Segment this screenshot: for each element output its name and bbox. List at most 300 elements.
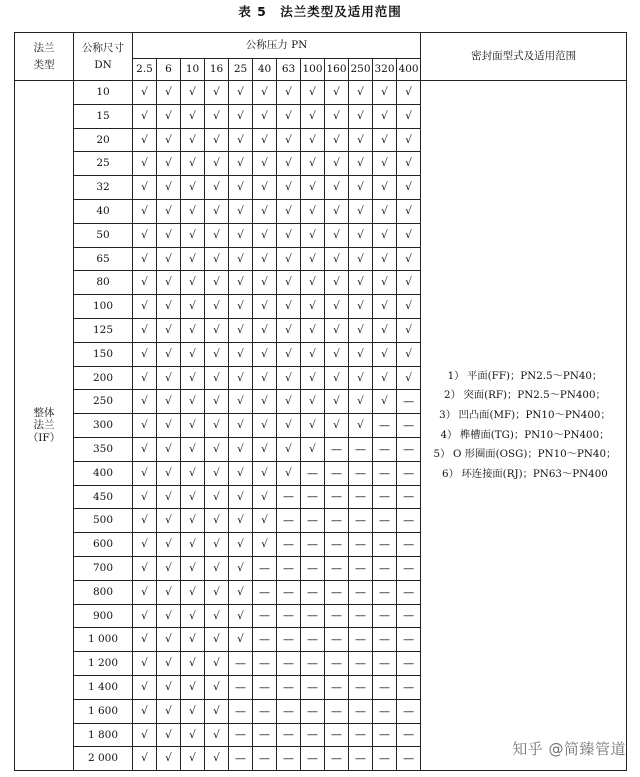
- applicable-mark: √: [181, 580, 205, 604]
- dn-cell: 32: [74, 176, 133, 200]
- applicable-mark: √: [253, 461, 277, 485]
- applicable-mark: √: [229, 509, 253, 533]
- applicable-mark: √: [253, 318, 277, 342]
- applicable-mark: √: [181, 723, 205, 747]
- applicable-mark: √: [229, 628, 253, 652]
- dn-cell: 2 000: [74, 747, 133, 771]
- applicable-mark: √: [253, 485, 277, 509]
- applicable-mark: √: [133, 580, 157, 604]
- dn-cell: 800: [74, 580, 133, 604]
- applicable-mark: √: [301, 128, 325, 152]
- applicable-mark: √: [181, 318, 205, 342]
- not-applicable-mark: —: [229, 675, 253, 699]
- applicable-mark: √: [157, 675, 181, 699]
- dn-cell: 250: [74, 390, 133, 414]
- applicable-mark: √: [373, 81, 397, 105]
- seal-item-number: 4）: [440, 428, 458, 441]
- not-applicable-mark: —: [397, 461, 421, 485]
- applicable-mark: √: [157, 223, 181, 247]
- applicable-mark: √: [157, 318, 181, 342]
- applicable-mark: √: [157, 556, 181, 580]
- applicable-mark: √: [205, 461, 229, 485]
- applicable-mark: √: [205, 485, 229, 509]
- applicable-mark: √: [205, 604, 229, 628]
- applicable-mark: √: [133, 342, 157, 366]
- table-row: [15, 81, 627, 105]
- applicable-mark: √: [301, 342, 325, 366]
- dn-cell: 1 400: [74, 675, 133, 699]
- pn-header-cell: 25: [229, 59, 253, 81]
- applicable-mark: √: [373, 366, 397, 390]
- not-applicable-mark: —: [253, 723, 277, 747]
- seal-item: [421, 386, 626, 406]
- applicable-mark: √: [253, 152, 277, 176]
- applicable-mark: √: [373, 104, 397, 128]
- not-applicable-mark: —: [301, 699, 325, 723]
- applicable-mark: √: [133, 675, 157, 699]
- seal-item-text: 突面(RF)；PN2.5～PN400；: [463, 389, 606, 402]
- applicable-mark: √: [325, 223, 349, 247]
- applicable-mark: √: [205, 295, 229, 319]
- not-applicable-mark: —: [325, 628, 349, 652]
- applicable-mark: √: [373, 271, 397, 295]
- not-applicable-mark: —: [253, 604, 277, 628]
- applicable-mark: √: [205, 128, 229, 152]
- applicable-mark: √: [253, 533, 277, 557]
- applicable-mark: √: [349, 199, 373, 223]
- not-applicable-mark: —: [277, 747, 301, 771]
- applicable-mark: √: [373, 223, 397, 247]
- applicable-mark: √: [133, 604, 157, 628]
- applicable-mark: √: [133, 485, 157, 509]
- not-applicable-mark: —: [277, 699, 301, 723]
- applicable-mark: √: [181, 533, 205, 557]
- not-applicable-mark: —: [301, 485, 325, 509]
- applicable-mark: √: [373, 295, 397, 319]
- applicable-mark: √: [325, 247, 349, 271]
- not-applicable-mark: —: [349, 509, 373, 533]
- applicable-mark: √: [397, 152, 421, 176]
- not-applicable-mark: —: [349, 628, 373, 652]
- applicable-mark: √: [133, 199, 157, 223]
- applicable-mark: √: [349, 295, 373, 319]
- not-applicable-mark: —: [325, 437, 349, 461]
- applicable-mark: √: [301, 318, 325, 342]
- applicable-mark: √: [301, 437, 325, 461]
- dn-cell: 10: [74, 81, 133, 105]
- applicable-mark: √: [229, 128, 253, 152]
- seal-item: [421, 426, 626, 446]
- not-applicable-mark: —: [373, 533, 397, 557]
- applicable-mark: √: [301, 176, 325, 200]
- not-applicable-mark: —: [397, 604, 421, 628]
- not-applicable-mark: —: [229, 723, 253, 747]
- applicable-mark: √: [301, 414, 325, 438]
- dn-cell: 50: [74, 223, 133, 247]
- applicable-mark: √: [133, 461, 157, 485]
- applicable-mark: √: [181, 295, 205, 319]
- applicable-mark: √: [133, 723, 157, 747]
- header-dn-text: 公称尺寸 DN: [82, 42, 124, 71]
- header-flange-type-text: 法兰 类型: [33, 42, 55, 71]
- applicable-mark: √: [205, 176, 229, 200]
- not-applicable-mark: —: [373, 604, 397, 628]
- applicable-mark: √: [157, 247, 181, 271]
- applicable-mark: √: [205, 747, 229, 771]
- not-applicable-mark: —: [349, 485, 373, 509]
- applicable-mark: √: [229, 271, 253, 295]
- applicable-mark: √: [277, 104, 301, 128]
- applicable-mark: √: [373, 318, 397, 342]
- flange-type-cell: [15, 81, 74, 771]
- dn-cell: 15: [74, 104, 133, 128]
- not-applicable-mark: —: [325, 675, 349, 699]
- applicable-mark: √: [157, 485, 181, 509]
- seal-item: [421, 367, 626, 387]
- applicable-mark: √: [157, 604, 181, 628]
- header-seal: 密封面型式及适用范围: [421, 33, 627, 81]
- applicable-mark: √: [157, 414, 181, 438]
- applicable-mark: √: [229, 533, 253, 557]
- applicable-mark: √: [133, 652, 157, 676]
- applicable-mark: √: [229, 580, 253, 604]
- dn-cell: 100: [74, 295, 133, 319]
- applicable-mark: √: [181, 747, 205, 771]
- not-applicable-mark: —: [397, 556, 421, 580]
- applicable-mark: √: [157, 176, 181, 200]
- applicable-mark: √: [133, 628, 157, 652]
- table-caption: 表 5 法兰类型及适用范围: [238, 4, 402, 19]
- applicable-mark: √: [253, 437, 277, 461]
- not-applicable-mark: —: [325, 556, 349, 580]
- applicable-mark: √: [301, 199, 325, 223]
- applicable-mark: √: [133, 81, 157, 105]
- applicable-mark: √: [253, 128, 277, 152]
- applicable-mark: √: [157, 199, 181, 223]
- seal-item: [421, 406, 626, 426]
- not-applicable-mark: —: [301, 461, 325, 485]
- applicable-mark: √: [157, 81, 181, 105]
- applicable-mark: √: [181, 485, 205, 509]
- not-applicable-mark: —: [397, 747, 421, 771]
- not-applicable-mark: —: [301, 675, 325, 699]
- applicable-mark: √: [253, 104, 277, 128]
- applicable-mark: √: [181, 104, 205, 128]
- applicable-mark: √: [397, 247, 421, 271]
- applicable-mark: √: [277, 128, 301, 152]
- applicable-mark: √: [349, 318, 373, 342]
- not-applicable-mark: —: [373, 461, 397, 485]
- applicable-mark: √: [205, 342, 229, 366]
- seal-item-number: 5）: [433, 448, 451, 461]
- not-applicable-mark: —: [277, 675, 301, 699]
- pn-header-cell: 400: [397, 59, 421, 81]
- not-applicable-mark: —: [397, 533, 421, 557]
- applicable-mark: √: [229, 556, 253, 580]
- applicable-mark: √: [157, 152, 181, 176]
- applicable-mark: √: [133, 366, 157, 390]
- not-applicable-mark: —: [397, 390, 421, 414]
- applicable-mark: √: [229, 437, 253, 461]
- applicable-mark: √: [157, 342, 181, 366]
- applicable-mark: √: [229, 104, 253, 128]
- applicable-mark: √: [133, 152, 157, 176]
- not-applicable-mark: —: [397, 652, 421, 676]
- applicable-mark: √: [181, 652, 205, 676]
- not-applicable-mark: —: [325, 723, 349, 747]
- applicable-mark: √: [133, 247, 157, 271]
- dn-cell: 500: [74, 509, 133, 533]
- applicable-mark: √: [277, 318, 301, 342]
- seal-item-number: 2）: [444, 389, 461, 402]
- applicable-mark: √: [205, 81, 229, 105]
- dn-cell: 450: [74, 485, 133, 509]
- applicable-mark: √: [277, 152, 301, 176]
- applicable-mark: √: [205, 104, 229, 128]
- applicable-mark: √: [397, 128, 421, 152]
- not-applicable-mark: —: [397, 675, 421, 699]
- applicable-mark: √: [181, 152, 205, 176]
- applicable-mark: √: [205, 247, 229, 271]
- applicable-mark: √: [157, 461, 181, 485]
- not-applicable-mark: —: [229, 747, 253, 771]
- pn-header-cell: 250: [349, 59, 373, 81]
- not-applicable-mark: —: [373, 580, 397, 604]
- seal-item-number: 3）: [439, 408, 456, 421]
- applicable-mark: √: [133, 699, 157, 723]
- dn-cell: 40: [74, 199, 133, 223]
- pn-header-cell: 2.5: [133, 59, 157, 81]
- applicable-mark: √: [133, 295, 157, 319]
- not-applicable-mark: —: [253, 699, 277, 723]
- applicable-mark: √: [205, 390, 229, 414]
- applicable-mark: √: [157, 390, 181, 414]
- dn-cell: 700: [74, 556, 133, 580]
- applicable-mark: √: [349, 414, 373, 438]
- applicable-mark: √: [277, 342, 301, 366]
- applicable-mark: √: [349, 390, 373, 414]
- applicable-mark: √: [229, 176, 253, 200]
- applicable-mark: √: [397, 366, 421, 390]
- applicable-mark: √: [133, 556, 157, 580]
- not-applicable-mark: —: [277, 556, 301, 580]
- applicable-mark: √: [157, 366, 181, 390]
- not-applicable-mark: —: [349, 533, 373, 557]
- applicable-mark: √: [157, 533, 181, 557]
- not-applicable-mark: —: [325, 485, 349, 509]
- not-applicable-mark: —: [373, 723, 397, 747]
- applicable-mark: √: [205, 580, 229, 604]
- not-applicable-mark: —: [373, 747, 397, 771]
- not-applicable-mark: —: [373, 509, 397, 533]
- not-applicable-mark: —: [397, 509, 421, 533]
- not-applicable-mark: —: [301, 556, 325, 580]
- applicable-mark: √: [205, 199, 229, 223]
- pn-header-cell: 63: [277, 59, 301, 81]
- not-applicable-mark: —: [373, 414, 397, 438]
- applicable-mark: √: [181, 699, 205, 723]
- applicable-mark: √: [205, 723, 229, 747]
- not-applicable-mark: —: [373, 628, 397, 652]
- applicable-mark: √: [133, 271, 157, 295]
- applicable-mark: √: [373, 152, 397, 176]
- not-applicable-mark: —: [373, 556, 397, 580]
- applicable-mark: √: [349, 366, 373, 390]
- not-applicable-mark: —: [301, 533, 325, 557]
- not-applicable-mark: —: [253, 628, 277, 652]
- not-applicable-mark: —: [301, 604, 325, 628]
- dn-cell: 1 800: [74, 723, 133, 747]
- applicable-mark: √: [277, 223, 301, 247]
- applicable-mark: √: [205, 366, 229, 390]
- applicable-mark: √: [325, 295, 349, 319]
- dn-cell: 1 000: [74, 628, 133, 652]
- dn-cell: 20: [74, 128, 133, 152]
- applicable-mark: √: [253, 176, 277, 200]
- not-applicable-mark: —: [349, 723, 373, 747]
- applicable-mark: √: [349, 271, 373, 295]
- not-applicable-mark: —: [349, 604, 373, 628]
- not-applicable-mark: —: [301, 580, 325, 604]
- not-applicable-mark: —: [277, 533, 301, 557]
- applicable-mark: √: [205, 414, 229, 438]
- dn-cell: 350: [74, 437, 133, 461]
- applicable-mark: √: [253, 509, 277, 533]
- not-applicable-mark: —: [301, 747, 325, 771]
- applicable-mark: √: [325, 199, 349, 223]
- seal-item-text: O 形圈面(OSG)；PN10～PN40；: [452, 448, 617, 461]
- not-applicable-mark: —: [397, 485, 421, 509]
- applicable-mark: √: [253, 295, 277, 319]
- not-applicable-mark: —: [301, 723, 325, 747]
- applicable-mark: √: [253, 390, 277, 414]
- dn-cell: 1 600: [74, 699, 133, 723]
- not-applicable-mark: —: [325, 747, 349, 771]
- applicable-mark: √: [277, 414, 301, 438]
- header-pn-group: 公称压力 PN: [133, 33, 421, 59]
- applicable-mark: √: [229, 318, 253, 342]
- not-applicable-mark: —: [277, 604, 301, 628]
- applicable-mark: √: [397, 104, 421, 128]
- applicable-mark: √: [325, 390, 349, 414]
- applicable-mark: √: [181, 128, 205, 152]
- applicable-mark: √: [277, 461, 301, 485]
- applicable-mark: √: [133, 414, 157, 438]
- applicable-mark: √: [253, 81, 277, 105]
- applicable-mark: √: [181, 437, 205, 461]
- seal-item-number: 1）: [447, 369, 465, 382]
- not-applicable-mark: —: [253, 747, 277, 771]
- applicable-mark: √: [397, 176, 421, 200]
- applicable-mark: √: [277, 390, 301, 414]
- applicable-mark: √: [181, 366, 205, 390]
- applicable-mark: √: [325, 342, 349, 366]
- applicable-mark: √: [229, 223, 253, 247]
- applicable-mark: √: [133, 747, 157, 771]
- not-applicable-mark: —: [373, 437, 397, 461]
- applicable-mark: √: [301, 104, 325, 128]
- dn-cell: 65: [74, 247, 133, 271]
- not-applicable-mark: —: [277, 652, 301, 676]
- applicable-mark: √: [373, 390, 397, 414]
- pn-header-cell: 100: [301, 59, 325, 81]
- applicable-mark: √: [325, 128, 349, 152]
- pn-header-cell: 320: [373, 59, 397, 81]
- applicable-mark: √: [397, 318, 421, 342]
- dn-cell: 150: [74, 342, 133, 366]
- applicable-mark: √: [133, 437, 157, 461]
- applicable-mark: √: [205, 437, 229, 461]
- applicable-mark: √: [181, 247, 205, 271]
- applicable-mark: √: [205, 509, 229, 533]
- not-applicable-mark: —: [325, 604, 349, 628]
- dn-cell: 400: [74, 461, 133, 485]
- dn-cell: 900: [74, 604, 133, 628]
- applicable-mark: √: [181, 461, 205, 485]
- applicable-mark: √: [157, 104, 181, 128]
- applicable-mark: √: [133, 390, 157, 414]
- not-applicable-mark: —: [325, 699, 349, 723]
- applicable-mark: √: [301, 390, 325, 414]
- not-applicable-mark: —: [373, 699, 397, 723]
- applicable-mark: √: [157, 437, 181, 461]
- applicable-mark: √: [181, 342, 205, 366]
- applicable-mark: √: [373, 199, 397, 223]
- applicable-mark: √: [181, 675, 205, 699]
- applicable-mark: √: [253, 342, 277, 366]
- not-applicable-mark: —: [325, 509, 349, 533]
- applicable-mark: √: [133, 533, 157, 557]
- dn-cell: 300: [74, 414, 133, 438]
- not-applicable-mark: —: [277, 580, 301, 604]
- header-dn: [74, 33, 133, 81]
- seal-item: [421, 465, 626, 485]
- applicable-mark: √: [397, 342, 421, 366]
- applicable-mark: √: [229, 604, 253, 628]
- applicable-mark: √: [181, 223, 205, 247]
- applicable-mark: √: [205, 628, 229, 652]
- applicable-mark: √: [181, 604, 205, 628]
- applicable-mark: √: [205, 652, 229, 676]
- pn-header-cell: 16: [205, 59, 229, 81]
- not-applicable-mark: —: [349, 556, 373, 580]
- seal-item: [421, 445, 626, 465]
- not-applicable-mark: —: [397, 723, 421, 747]
- applicable-mark: √: [373, 128, 397, 152]
- applicable-mark: √: [373, 342, 397, 366]
- not-applicable-mark: —: [349, 461, 373, 485]
- watermark: 知乎 @简臻管道: [512, 740, 626, 758]
- dn-cell: 25: [74, 152, 133, 176]
- not-applicable-mark: —: [277, 723, 301, 747]
- not-applicable-mark: —: [277, 628, 301, 652]
- applicable-mark: √: [181, 199, 205, 223]
- seal-description-cell: [421, 81, 627, 771]
- dn-cell: 1 200: [74, 652, 133, 676]
- header-flange-type: [15, 33, 74, 81]
- not-applicable-mark: —: [229, 652, 253, 676]
- applicable-mark: √: [157, 699, 181, 723]
- applicable-mark: √: [229, 342, 253, 366]
- applicable-mark: √: [253, 199, 277, 223]
- applicable-mark: √: [205, 556, 229, 580]
- not-applicable-mark: —: [373, 652, 397, 676]
- applicable-mark: √: [349, 104, 373, 128]
- applicable-mark: √: [325, 366, 349, 390]
- flange-type-table: [14, 32, 627, 771]
- applicable-mark: √: [229, 414, 253, 438]
- dn-cell: 125: [74, 318, 133, 342]
